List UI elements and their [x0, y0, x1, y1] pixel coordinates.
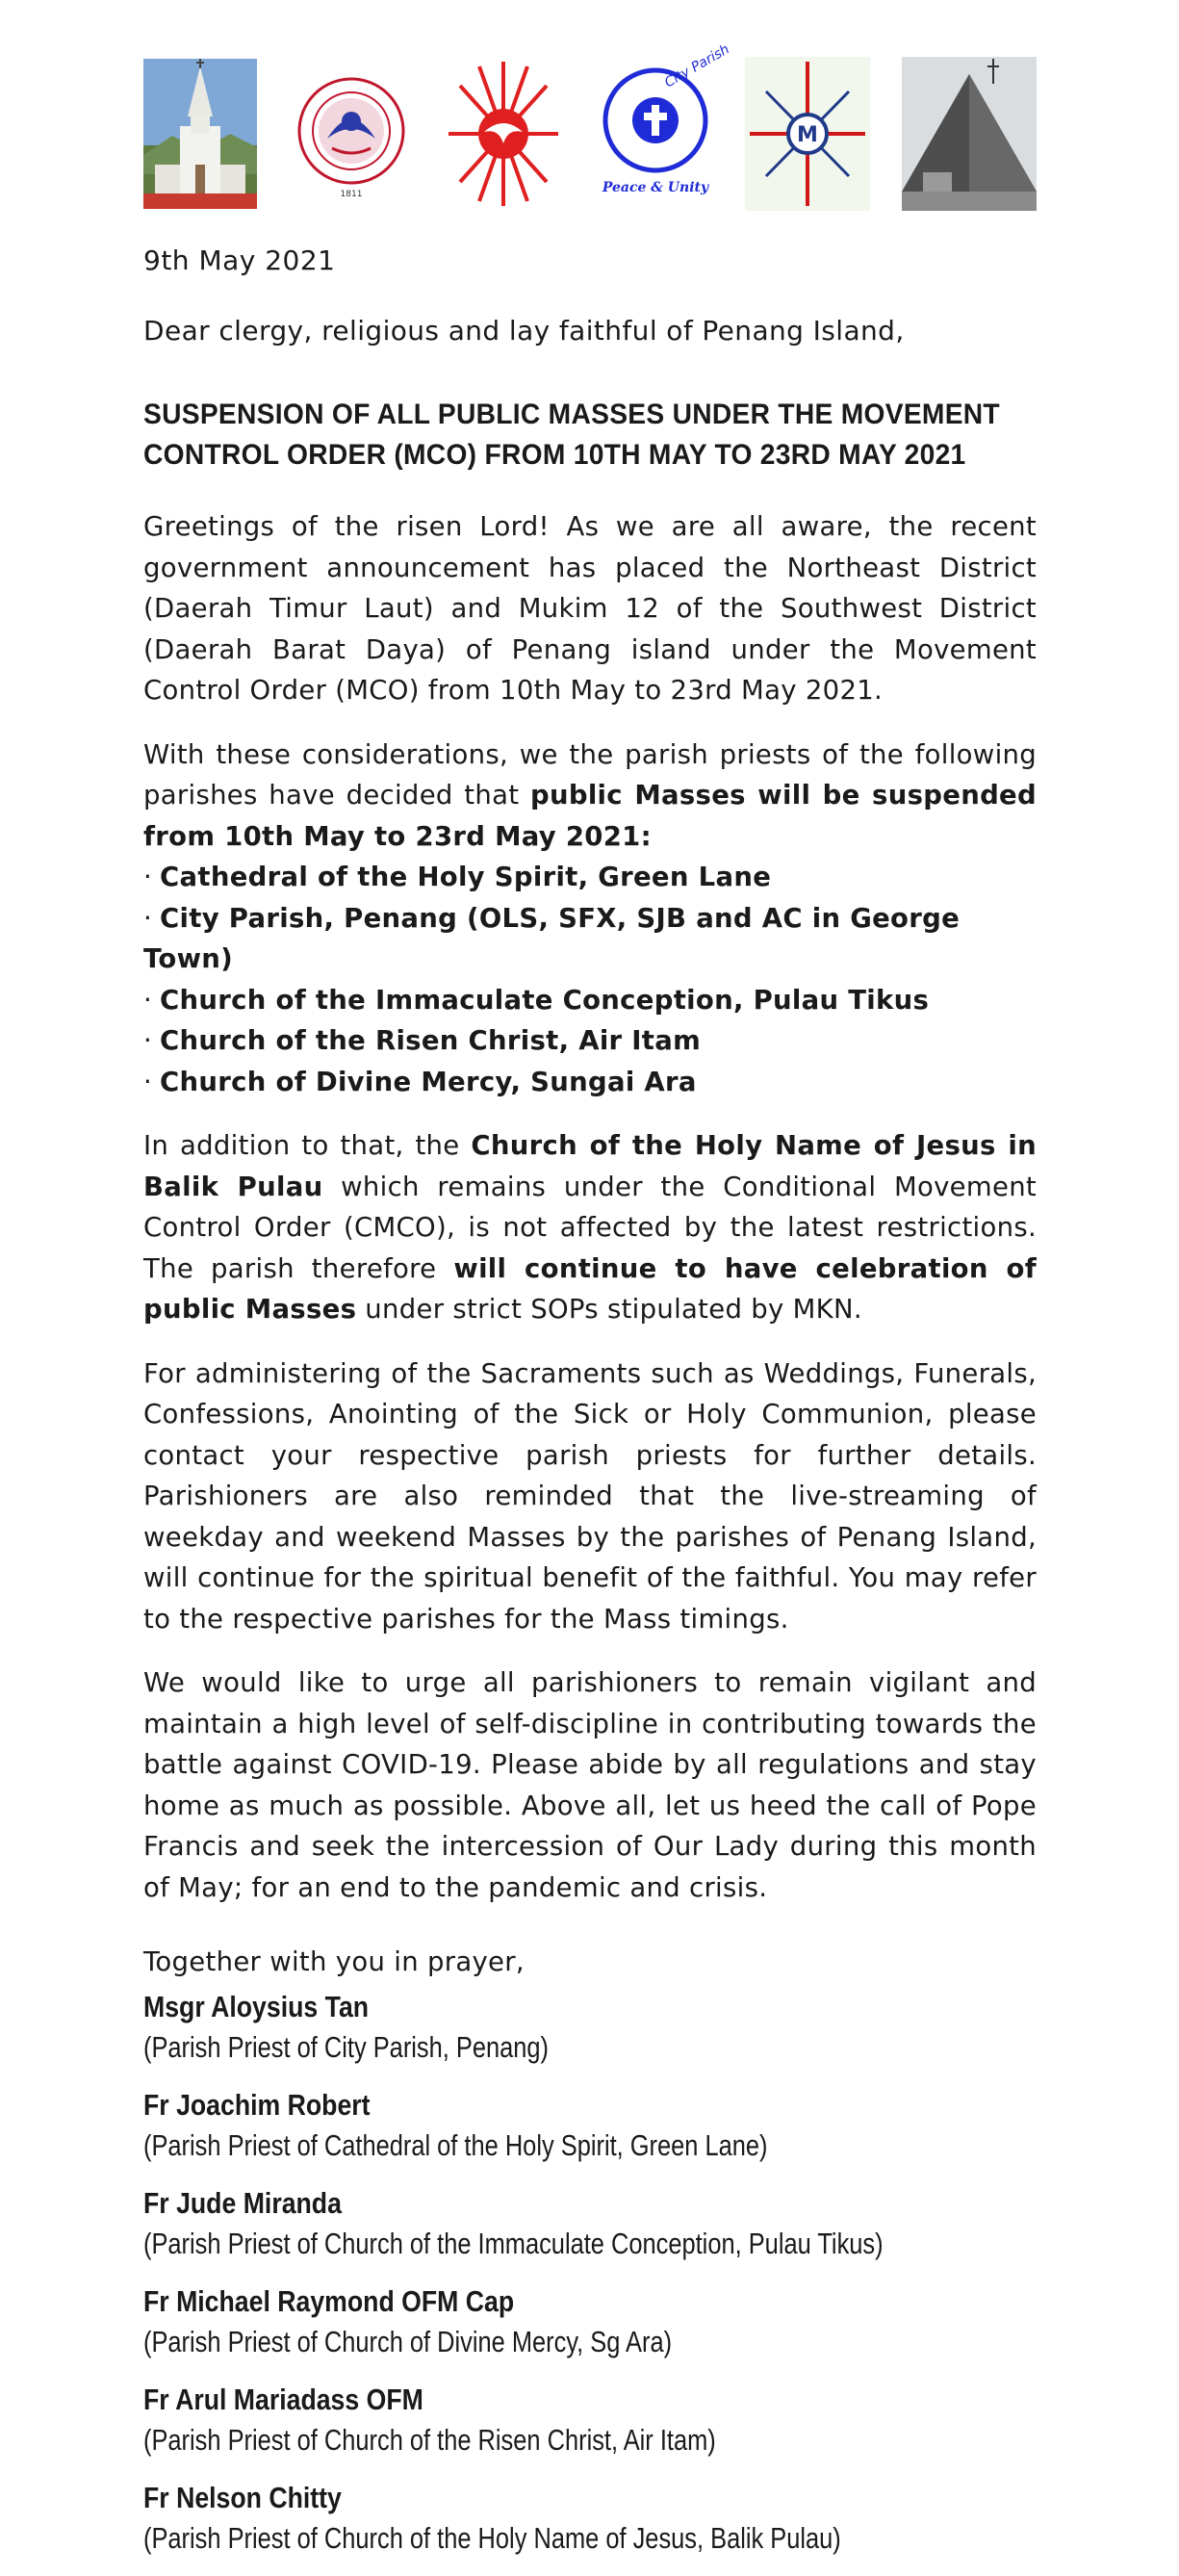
svg-text:M: M	[797, 123, 818, 147]
parish-list-item: · Church of Divine Mercy, Sungai Ara	[143, 1066, 697, 1097]
parish-list-item: · City Parish, Penang (OLS, SFX, SJB and AC in George Town)	[143, 902, 961, 974]
signatory	[143, 2380, 1037, 2460]
signatory	[143, 1987, 1037, 2068]
signatory-role: (Parish Priest of City Parish, Penang)	[143, 2030, 550, 2064]
signatory-role: (Parish Priest of Church of the Immaculate Conception, Pulau Tikus)	[143, 2227, 884, 2260]
signatory-name: Fr Joachim Robert	[143, 2088, 371, 2122]
divine-mercy-cross-icon	[750, 57, 865, 211]
city-parish-title: City Parish	[662, 41, 732, 91]
signatory-name: Msgr Aloysius Tan	[143, 1990, 370, 2023]
paragraph-suspension	[143, 734, 1037, 858]
headline: SUSPENSION OF ALL PUBLIC MASSES UNDER THE MOVEMENT CONTROL ORDER (MCO) FROM 10TH MAY TO 23RD MAY 2021	[143, 399, 1000, 471]
signatory-name: Fr Jude Miranda	[143, 2186, 342, 2220]
paragraph-sacraments: For administering of the Sacraments such as Weddings, Funerals, Confessions, Anointing of the Sick or Holy Communion, please contact your respective parish priests for further details. Parishioners are also reminded that the live-streaming of weekday and weekend Masses by the parishes of Penang Island, will continue for the spiritual benefit of the faithful. You may refer to the respective parishes for the Mass timings.	[143, 1357, 1037, 1635]
city-parish-motto: Peace & Unity	[602, 180, 709, 195]
paragraph-vigilance: We would like to urge all parishioners to remain vigilant and maintain a high level of self-discipline in contributing towards the battle against COVID-19. Please abide by all regulations and stay home as much as possible. Above all, let us heed the call of Pope Francis and seek the intercession of Our Lady during this month of May; for an end to the pandemic and crisis.	[143, 1667, 1037, 1903]
parish-list-item: · Church of the Risen Christ, Air Itam	[143, 1025, 702, 1056]
signatory	[143, 2478, 1037, 2559]
church-photo-icon	[143, 59, 257, 209]
parish-list-item: · Church of the Immaculate Conception, Pulau Tikus	[143, 984, 930, 1016]
immaculate-conception-seal-icon	[294, 57, 409, 211]
paragraph-balik-pulau: In addition to that, the Church of the Holy Name of Jesus in Balik Pulau which remains under the Conditional Movement Control Order (CMCO), is not affected by the latest restrictions. The parish therefore will continue to have celebration of public Masses under strict SOPs stipulated by MKN.	[143, 1130, 1038, 1325]
signatory-role: (Parish Priest of Church of the Holy Name of Jesus, Balik Pulau)	[143, 2521, 841, 2555]
signatory-name: Fr Michael Raymond OFM Cap	[143, 2284, 515, 2318]
signatory-role: (Parish Priest of Church of the Risen Christ, Air Itam)	[143, 2423, 716, 2457]
holy-spirit-dove-icon	[446, 57, 561, 211]
signatory-role: (Parish Priest of Cathedral of the Holy Spirit, Green Lane)	[143, 2128, 768, 2162]
suspension-bold: public Masses will be suspended from 10th May to 23rd May 2021:	[143, 780, 1037, 852]
signatory	[143, 2281, 1037, 2362]
signatory	[143, 2183, 1037, 2264]
risen-christ-church-photo-icon	[902, 57, 1037, 211]
city-parish-logo-icon	[598, 41, 732, 211]
paragraph-greetings: Greetings of the risen Lord! As we are all aware, the recent government announcement has placed the Northeast District (Daerah Timur Laut) and Mukim 12 of the Southwest District (Daerah Barat Daya) of Penang island under the Movement Control Order (MCO) from 10th May to 23rd May 2021.	[143, 511, 1037, 706]
svg-text:1811: 1811	[340, 190, 363, 199]
signatory	[143, 2085, 1037, 2166]
salutation: Dear clergy, religious and lay faithful of Penang Island,	[143, 315, 905, 347]
suspension-lead: With these considerations, we the parish priests of the following parishes have decided that	[143, 738, 1037, 811]
logo-strip	[143, 41, 1037, 212]
parish-list	[143, 857, 1037, 1102]
letter	[143, 41, 1038, 2576]
signatory-name: Fr Arul Mariadass OFM	[143, 2383, 423, 2416]
letter-date: 9th May 2021	[143, 245, 336, 276]
signatory-name: Fr Nelson Chitty	[143, 2481, 342, 2514]
signatory-role: (Parish Priest of Church of Divine Mercy, Sg Ara)	[143, 2325, 673, 2358]
closing-line: Together with you in prayer,	[143, 1946, 525, 1977]
parish-list-item: · Cathedral of the Holy Spirit, Green Lane	[143, 862, 772, 892]
